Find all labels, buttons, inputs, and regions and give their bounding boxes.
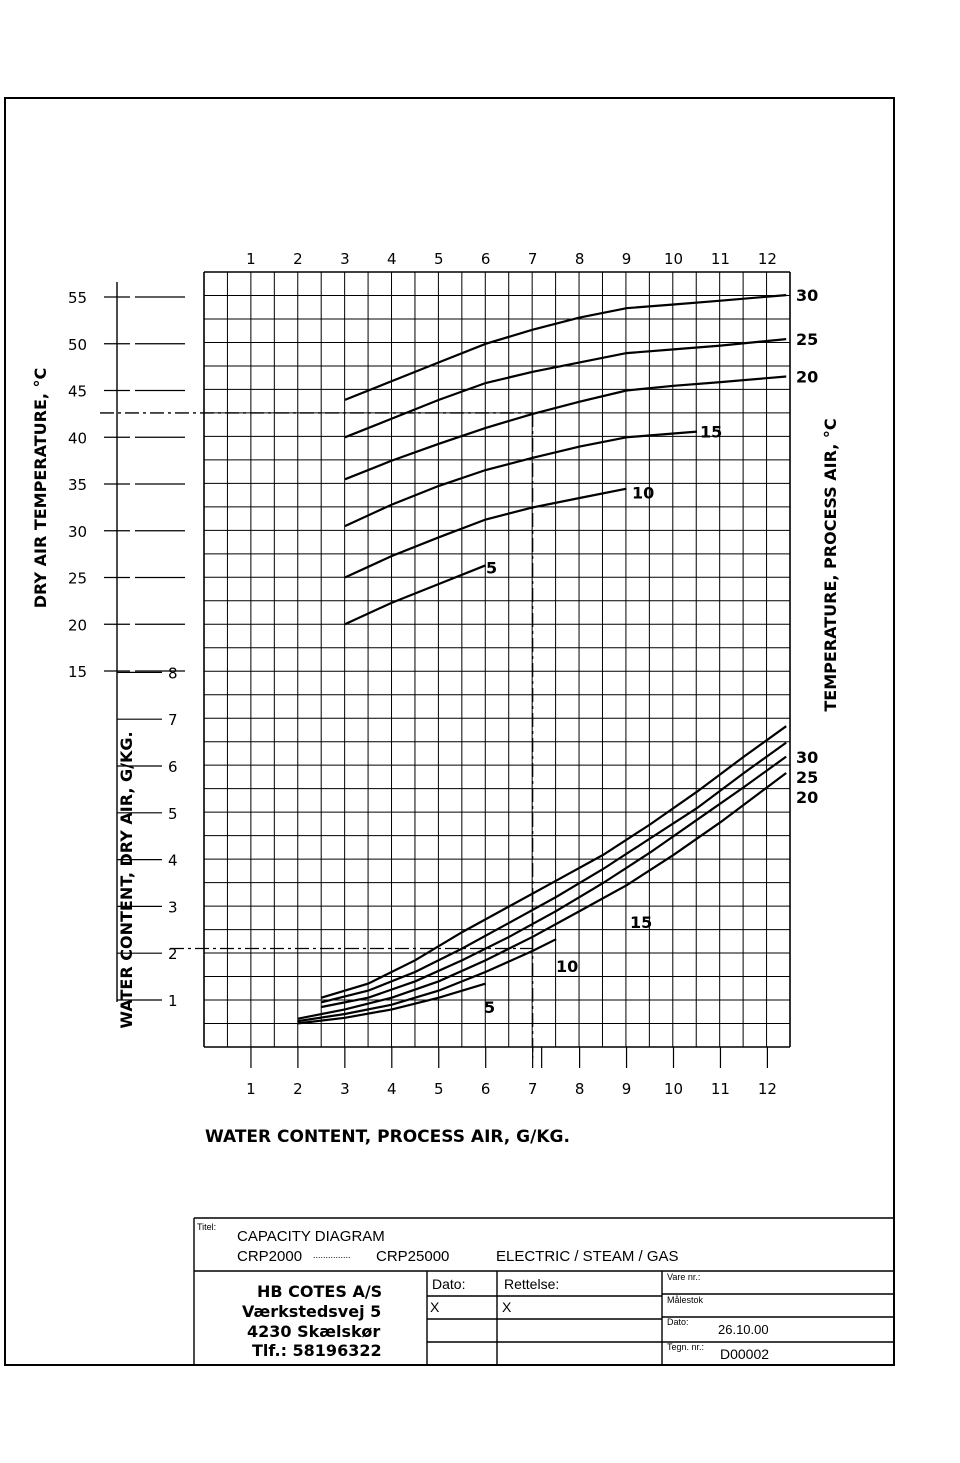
tegn-value: D00002 — [720, 1346, 770, 1362]
temp-tick-label: 20 — [68, 616, 88, 635]
x-tick-label-top: 10 — [663, 250, 684, 268]
company-city: 4230 Skælskør — [247, 1322, 381, 1341]
variants: ELECTRIC / STEAM / GAS — [496, 1248, 679, 1265]
temp-tick-label: 30 — [68, 522, 88, 541]
lower-curve-10 — [298, 939, 556, 1021]
models-right: CRP25000 — [376, 1248, 450, 1265]
x-tick-label-top: 4 — [387, 250, 397, 268]
upper-series-label-25: 25 — [796, 330, 819, 350]
grid — [204, 272, 790, 1047]
temp-tick-label: 40 — [68, 429, 88, 448]
water-tick-label: 6 — [168, 758, 178, 776]
x-tick-label-top: 7 — [527, 250, 538, 268]
temp-tick-label: 25 — [68, 569, 88, 588]
x-tick-label-bottom: 8 — [574, 1080, 585, 1098]
water-tick-label: 5 — [168, 804, 178, 823]
lower-series-label-20: 20 — [796, 788, 819, 807]
maalestok-label: Målestok — [667, 1295, 704, 1305]
water-tick-label: 3 — [168, 898, 178, 917]
x-tick-label-top: 8 — [574, 250, 585, 268]
water-tick-label: 7 — [168, 711, 178, 730]
diagram-title: CAPACITY DIAGRAM — [237, 1228, 385, 1245]
x-tick-label-top: 6 — [480, 250, 491, 268]
temp-tick-label: 50 — [68, 335, 88, 354]
lower-series-label-30: 30 — [796, 748, 819, 767]
x-tick-label-top: 1 — [246, 250, 256, 268]
dato2-value: 26.10.00 — [718, 1322, 769, 1337]
upper-series-label-10: 10 — [632, 483, 655, 503]
right-axis-title: TEMPERATURE, PROCESS AIR, °C — [821, 418, 840, 712]
upper-series-label-15: 15 — [700, 422, 723, 442]
x-tick-label-top: 12 — [757, 250, 777, 268]
lower-series-label-10: 10 — [556, 957, 579, 976]
lower-left-axis-title: WATER CONTENT, DRY AIR, G/KG. — [117, 731, 136, 1029]
x-tick-label-top: 9 — [621, 250, 632, 268]
axis-labels — [31, 250, 840, 1147]
temp-tick-label: 55 — [68, 289, 88, 307]
axis-ticks — [104, 282, 894, 1365]
titel-label: Titel: — [197, 1222, 217, 1232]
upper-curve-15 — [345, 432, 697, 526]
x-tick-label-bottom: 2 — [293, 1080, 303, 1098]
x-tick-label-bottom: 12 — [757, 1080, 777, 1098]
water-tick-label: 4 — [168, 851, 178, 870]
x-tick-label-bottom: 1 — [246, 1080, 256, 1098]
temp-tick-label: 45 — [68, 382, 88, 401]
x-tick-label-top: 3 — [340, 250, 350, 268]
x-tick-label-bottom: 11 — [710, 1080, 730, 1098]
x-tick-label-bottom: 6 — [480, 1080, 491, 1098]
temp-tick-label: 15 — [68, 663, 88, 681]
lower-series-label-5: 5 — [484, 998, 496, 1017]
water-tick-label: 8 — [168, 664, 178, 683]
drawing-border — [5, 98, 894, 1365]
tegn-label: Tegn. nr.: — [667, 1342, 705, 1352]
water-tick-label: 2 — [168, 945, 178, 964]
rettelse-header: Rettelse: — [504, 1276, 560, 1292]
x-tick-label-bottom: 7 — [527, 1080, 538, 1098]
dato2-label: Dato: — [667, 1317, 689, 1327]
curves — [100, 295, 786, 1058]
dato-value: X — [430, 1299, 440, 1315]
x-tick-label-top: 5 — [433, 250, 444, 268]
lower-series-label-15: 15 — [630, 913, 653, 932]
water-tick-label: 1 — [168, 992, 178, 1010]
rettelse-value: X — [502, 1299, 512, 1315]
x-tick-label-bottom: 3 — [340, 1080, 350, 1098]
models-dots: ............... — [313, 1250, 351, 1260]
dato-header: Dato: — [432, 1276, 466, 1292]
company-phone: Tlf.: 58196322 — [252, 1341, 382, 1360]
temp-tick-label: 35 — [68, 476, 88, 494]
x-tick-label-top: 11 — [710, 250, 730, 268]
vare-label: Vare nr.: — [667, 1272, 701, 1282]
x-tick-label-bottom: 4 — [387, 1080, 397, 1098]
company-name: HB COTES A/S — [257, 1282, 383, 1301]
x-axis-title: WATER CONTENT, PROCESS AIR, G/KG. — [205, 1127, 570, 1147]
lower-series-label-25: 25 — [796, 768, 819, 787]
x-tick-label-top: 2 — [293, 250, 303, 268]
upper-series-label-20: 20 — [796, 367, 819, 387]
upper-series-label-30: 30 — [796, 286, 819, 306]
x-tick-label-bottom: 10 — [663, 1080, 684, 1098]
upper-left-axis-title: DRY AIR TEMPERATURE, °C — [31, 367, 50, 609]
models-left: CRP2000 — [237, 1248, 303, 1265]
upper-series-label-5: 5 — [486, 558, 498, 578]
company-street: Værkstedsvej 5 — [242, 1302, 382, 1321]
x-tick-label-bottom: 5 — [433, 1080, 444, 1098]
x-tick-label-bottom: 9 — [621, 1080, 632, 1098]
